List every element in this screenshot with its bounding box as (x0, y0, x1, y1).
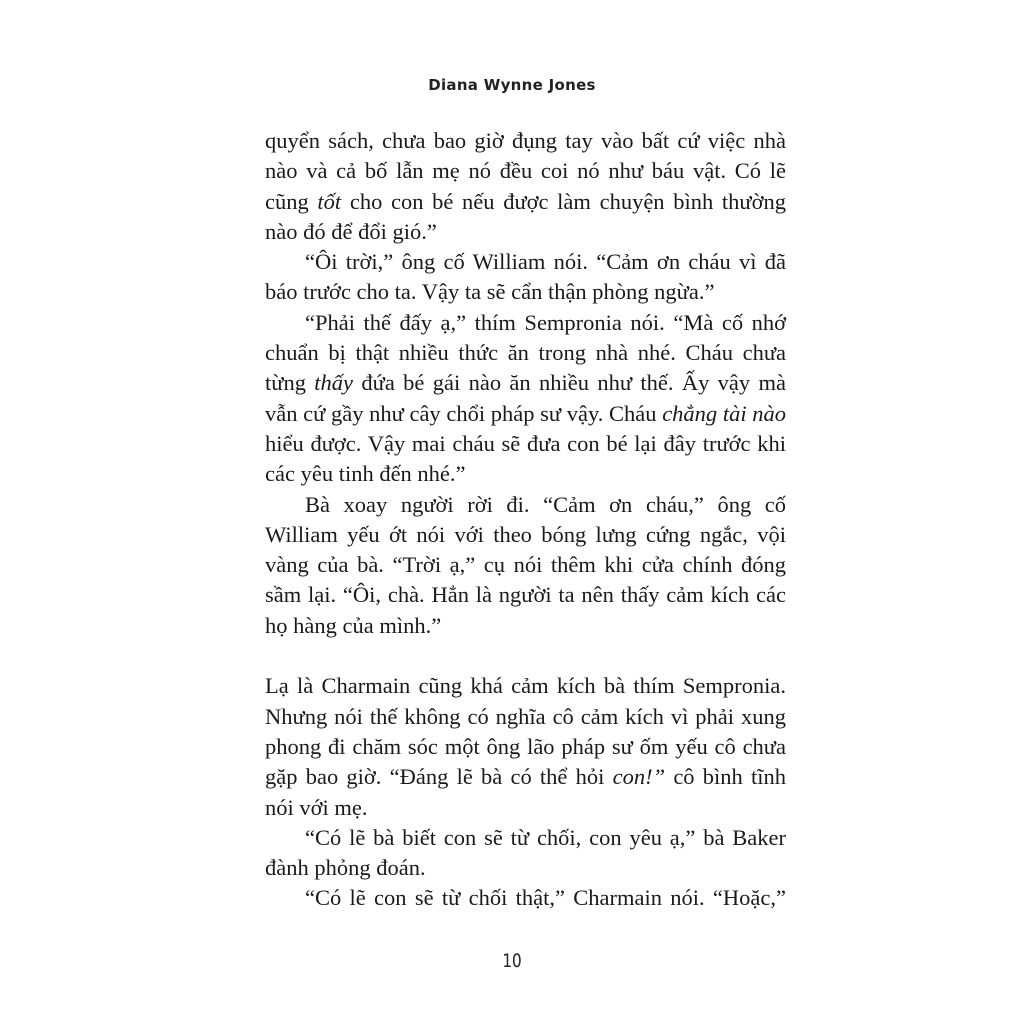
text-line (265, 308, 786, 338)
text-line (265, 793, 786, 823)
text-segment: cô bình tĩnh (665, 764, 786, 790)
text-line (265, 520, 786, 550)
text-line (265, 459, 786, 489)
text-line (265, 217, 786, 247)
text-line (265, 611, 786, 641)
text-segment: William yếu ớt nói với theo bóng lưng cứng ngắc, vội (265, 521, 786, 547)
text-line (265, 671, 786, 701)
text-segment: phong đi chăm sóc một ông lão pháp sư ốm yếu cô chưa (265, 733, 786, 759)
text-segment: báo trước cho ta. Vậy ta sẽ cẩn thận phòng ngừa.” (265, 279, 715, 305)
text-segment: quyển sách, chưa bao giờ đụng tay vào bất cứ việc nhà (265, 128, 786, 153)
text-line (265, 156, 786, 186)
body-text (265, 126, 786, 914)
text-line (265, 853, 786, 883)
text-segment: hiểu được. Vậy mai cháu sẽ đưa con bé lại đây trước khi (265, 430, 786, 456)
text-segment: “Có lẽ bà biết con sẽ từ chối, con yêu ạ,” bà Baker (305, 824, 786, 850)
text-segment: Nhưng nói thế không có nghĩa cô cảm kích vì phải xung (265, 703, 786, 729)
text-line (265, 883, 786, 913)
text-segment: nói với mẹ. (265, 794, 368, 820)
text-segment: các yêu tinh đến nhé.” (265, 461, 466, 487)
text-segment: từng (265, 370, 315, 396)
text-segment: đành phỏng đoán. (265, 855, 426, 881)
text-line (265, 490, 786, 520)
text-segment: nào và cả bố lẫn mẹ nó đều coi nó như báu vật. Có lẽ (265, 158, 786, 184)
italic-text: chẳng tài nào (662, 400, 786, 426)
italic-text: tốt (317, 188, 342, 214)
text-line (265, 823, 786, 853)
text-line (265, 338, 786, 368)
text-line (265, 702, 786, 732)
text-segment: “Phải thế đấy ạ,” thím Sempronia nói. “Mà cố nhớ (305, 309, 786, 335)
text-segment: “Ôi trời,” ông cố William nói. “Cảm ơn cháu vì đã (305, 249, 786, 275)
text-line (265, 126, 786, 156)
text-line (265, 762, 786, 792)
text-segment: chuẩn bị thật nhiều thức ăn trong nhà nhé. Cháu chưa (265, 340, 786, 366)
text-line (265, 187, 786, 217)
text-segment: cho con bé nếu được làm chuyện bình thường (341, 188, 786, 214)
section-break (265, 641, 786, 671)
text-segment: sầm lại. “Ôi, chà. Hẳn là người ta nên thấy cảm kích các (265, 582, 786, 608)
text-line (265, 247, 786, 277)
text-line (265, 550, 786, 580)
text-segment: cũng (265, 188, 318, 214)
text-line (265, 277, 786, 307)
text-line (265, 580, 786, 610)
italic-text: con!” (612, 764, 666, 790)
text-line (265, 429, 786, 459)
text-line (265, 399, 786, 429)
text-segment: “Có lẽ con sẽ từ chối thật,” Charmain nói. “Hoặc,” (305, 885, 786, 911)
text-segment: vàng của bà. “Trời ạ,” cụ nói thêm khi cửa chính đóng (265, 552, 786, 578)
text-segment: đứa bé gái nào ăn nhiều như thế. Ấy vậy mà (353, 370, 786, 396)
page-number: 10 (502, 950, 522, 972)
text-segment: Lạ là Charmain cũng khá cảm kích bà thím Sempronia. (265, 673, 786, 699)
text-segment: vẫn cứ gầy như cây chổi pháp sư vậy. Cháu (265, 400, 663, 426)
running-header-author: Diana Wynne Jones (428, 76, 596, 94)
text-segment: Bà xoay người rời đi. “Cảm ơn cháu,” ông cố (305, 491, 786, 517)
text-segment: gặp bao giờ. “Đáng lẽ bà có thể hỏi (265, 764, 613, 790)
text-line (265, 732, 786, 762)
italic-text: thấy (314, 370, 354, 396)
text-segment: nào đó để đổi gió.” (265, 218, 437, 244)
text-segment: họ hàng của mình.” (265, 612, 442, 638)
text-line (265, 368, 786, 398)
